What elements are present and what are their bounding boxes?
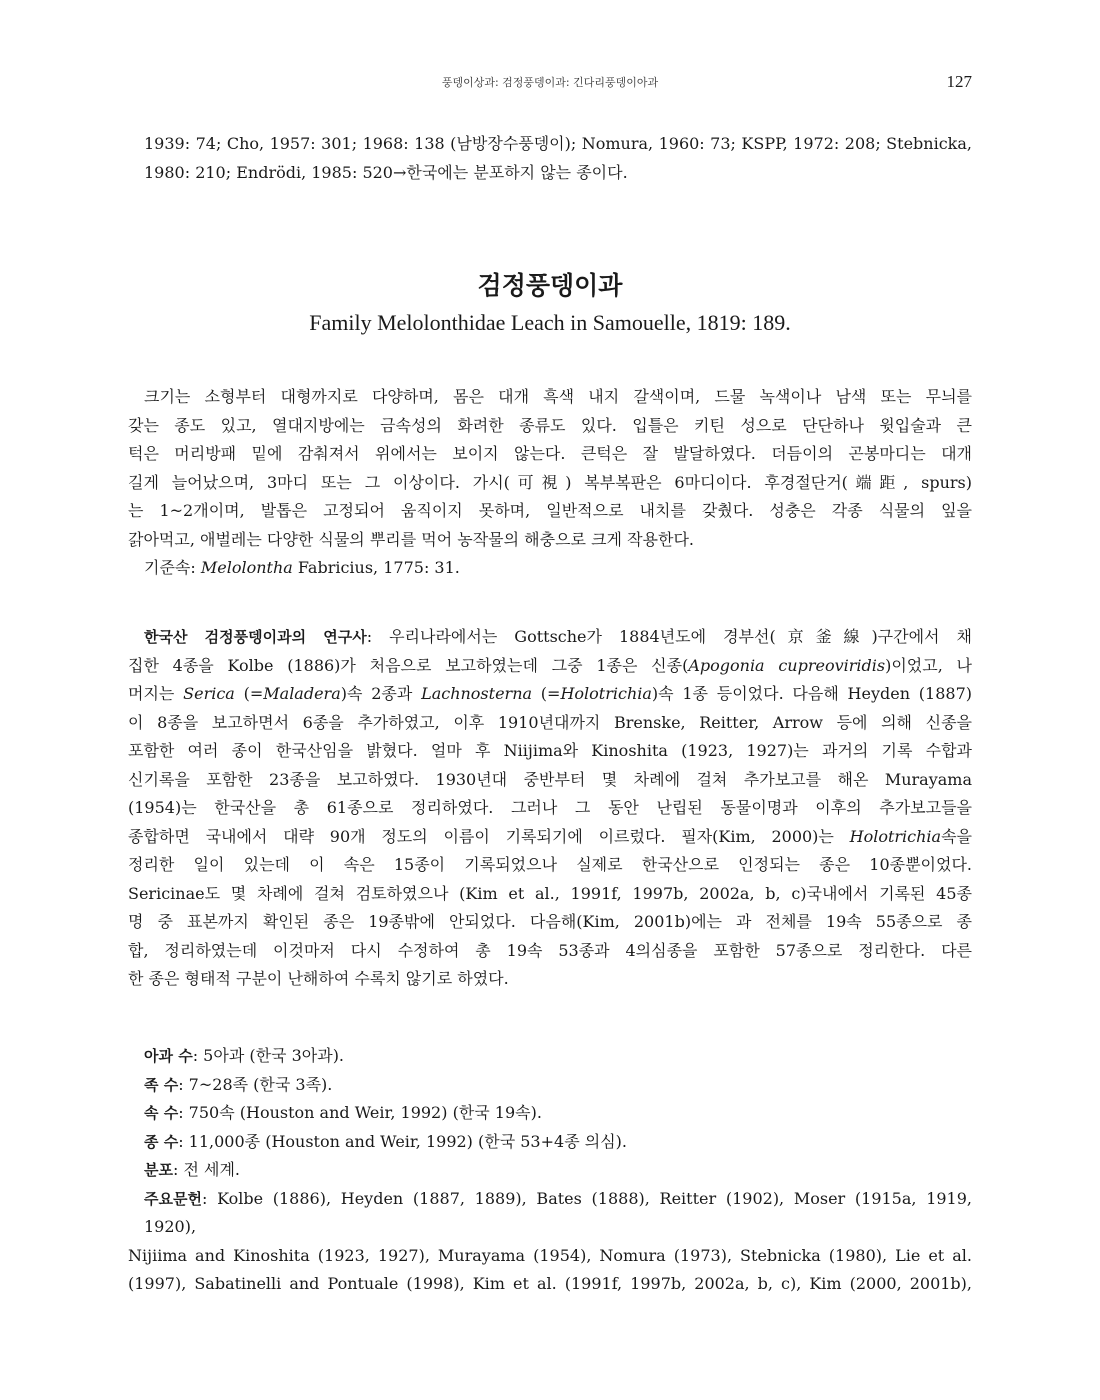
text-span: 집한 4종을 Kolbe (1886)가 처음으로 보고하였는데 그중 1종은 신종( <box>128 655 689 675</box>
distribution <box>128 1156 972 1185</box>
text-span: (= <box>234 684 264 703</box>
references-line: (1997), Sabatinelli and Pontuale (1998), Kim et al. (1991f, 1997b, 2002a, b, c), Kim (2000, 2001b), <box>128 1274 972 1293</box>
text-line: 이 8종을 보고하면서 6종을 추가하였고, 이후 1910년대까지 Brenske, Reitter, Arrow 등에 의해 신종을 <box>128 712 972 732</box>
text-line: 길게 늘어났으며, 3마디 또는 그 이상이다. 가시(可視) 복부복판은 6마디이다. 후경절단거(端距, spurs) <box>128 472 972 492</box>
genus-name: Lachnosterna <box>421 684 533 703</box>
stat-label: 족 수 <box>144 1075 179 1094</box>
text-line: 1939: 74; Cho, 1957: 301; 1968: 138 (남방장수풍뎅이); Nomura, 1960: 73; KSPP, 1972: 208; Stebnicka, <box>144 134 972 153</box>
species-count <box>128 1128 972 1157</box>
references-line <box>128 1185 972 1242</box>
text-span: )속 2종과 <box>340 684 422 703</box>
text-line: 는 1~2개이며, 발톱은 고정되어 움직이지 못하며, 일반적으로 내치를 갖췄다. 성충은 각종 식물의 잎을 <box>128 501 972 520</box>
stat-value: : Kolbe (1886), Heyden (1887, 1889), Bates (1888), Reitter (1902), Moser (1915a, 1919, 1920), <box>144 1188 972 1236</box>
genus-name: Holotrichia <box>560 684 652 703</box>
genus-name: Maladera <box>263 684 341 703</box>
genus-name: Serica <box>183 684 235 703</box>
text-span: 종합하면 국내에서 대략 90개 정도의 이름이 기록되기에 이르렀다. 필자(Kim, 2000)는 <box>128 826 850 846</box>
stat-label: 아과 수 <box>144 1047 193 1065</box>
stat-value: : 전 세계. <box>172 1160 241 1179</box>
running-head: 풍뎅이상과: 검정풍뎅이과: 긴다리풍뎅이아과 <box>441 76 659 89</box>
species-name: Apogonia cupreoviridis <box>688 655 886 675</box>
text-span: 속을 <box>941 826 972 846</box>
statistics-block <box>128 1042 972 1299</box>
text-line: 한 종은 형태적 구분이 난해하여 수록치 않기로 하였다. <box>128 969 509 988</box>
stat-value: : 750속 (Houston and Weir, 1992) (한국 19속). <box>178 1103 542 1122</box>
references-line: Nijiima and Kinoshita (1923, 1927), Murayama (1954), Nomura (1973), Stebnicka (1980), Lie et al. <box>128 1245 972 1265</box>
text-line: 포함한 여러 종이 한국산임을 밝혔다. 얼마 후 Niijima와 Kinoshita (1923, 1927)는 과거의 기록 수합과 <box>128 741 972 760</box>
text-span: (= <box>532 684 561 703</box>
page-number: 127 <box>946 72 972 91</box>
stat-label: 종 수 <box>144 1132 179 1151</box>
subfamily-count <box>128 1042 972 1071</box>
family-title-korean: 검정풍뎅이과 <box>477 271 623 300</box>
text-span: )이었고, 나 <box>885 655 972 675</box>
text-line: 갖는 종도 있고, 열대지방에는 금속성의 화려한 종류도 있다. 입틀은 키틴 성으로 단단하나 윗입술과 큰 <box>128 415 972 435</box>
text-line: 1980: 210; Endrödi, 1985: 520→한국에는 분포하지 않는 종이다. <box>144 162 628 182</box>
genus-name: Holotrichia <box>849 826 942 846</box>
text-line: 정리한 일이 있는데 이 속은 15종이 기록되었으나 실제로 한국산으로 인정되는 종은 10종뿐이었다. <box>128 855 972 874</box>
text-line: 신기록을 포함한 23종을 보고하였다. 1930년대 중반부터 몇 차례에 걸쳐 추가보고를 해온 Murayama <box>128 769 972 789</box>
stat-label: 주요문헌 <box>144 1189 202 1208</box>
text-line: 명 중 표본까지 확인된 종은 19종밖에 안되었다. 다음해(Kim, 2001b)에는 과 전체를 19속 55종으로 종 <box>128 912 972 931</box>
text-line <box>128 823 972 852</box>
genus-count <box>128 1099 972 1128</box>
text-line: Sericinae도 몇 차례에 걸쳐 검토하였으나 (Kim et al., 1991f, 1997b, 2002a, b, c)국내에서 기록된 45종 <box>128 883 972 903</box>
description-paragraph <box>128 383 972 583</box>
text-line <box>128 623 972 652</box>
stat-value: : 11,000종 (Houston and Weir, 1992) (한국 53+4종 의심). <box>178 1131 627 1151</box>
type-genus-line <box>128 554 972 583</box>
tribe-count <box>128 1071 972 1100</box>
family-title-latin: Family Melolonthidae Leach in Samouelle, 1819: 189. <box>309 310 791 335</box>
type-genus-name: Melolontha <box>200 558 293 577</box>
continuation-paragraph <box>128 130 972 187</box>
stat-label: 속 수 <box>144 1104 179 1122</box>
type-genus-label: 기준속: <box>144 558 196 577</box>
history-paragraph <box>128 623 972 994</box>
text-line: 갉아먹고, 애벌레는 다양한 식물의 뿌리를 먹어 농작물의 해충으로 크게 작용한다. <box>128 529 694 549</box>
text-line: 턱은 머리방패 밑에 감춰져서 위에서는 보이지 않는다. 큰턱은 잘 발달하였다. 더듬이의 곤봉마디는 대개 <box>128 444 972 463</box>
text-line: (1954)는 한국산을 총 61종으로 정리하였다. 그러나 그 동안 난립된 동물이명과 이후의 추가보고들을 <box>128 798 972 817</box>
stat-label: 분포 <box>144 1161 173 1179</box>
type-genus-author: Fabricius, 1775: 31. <box>297 558 460 577</box>
text-span: : 우리나라에서는 Gottsche가 1884년도에 경부선(京釜線)구간에서 채 <box>366 627 972 646</box>
history-heading: 한국산 검정풍뎅이과의 연구사 <box>144 628 367 646</box>
stat-value: : 5아과 (한국 3아과). <box>192 1046 345 1065</box>
text-line: 크기는 소형부터 대형까지로 다양하며, 몸은 대개 흑색 내지 갈색이며, 드물 녹색이나 남색 또는 무늬를 <box>144 387 972 406</box>
text-span: 머지는 <box>128 684 184 703</box>
text-line <box>128 652 972 681</box>
text-line: 합, 정리하였는데 이것마저 다시 수정하여 총 19속 53종과 4의심종을 포함한 57종으로 정리한다. 다른 <box>128 940 972 960</box>
stat-value: : 7~28족 (한국 3족). <box>178 1074 333 1094</box>
text-span: )속 1종 등이었다. 다음해 Heyden (1887) <box>651 684 972 703</box>
text-line <box>128 680 972 709</box>
